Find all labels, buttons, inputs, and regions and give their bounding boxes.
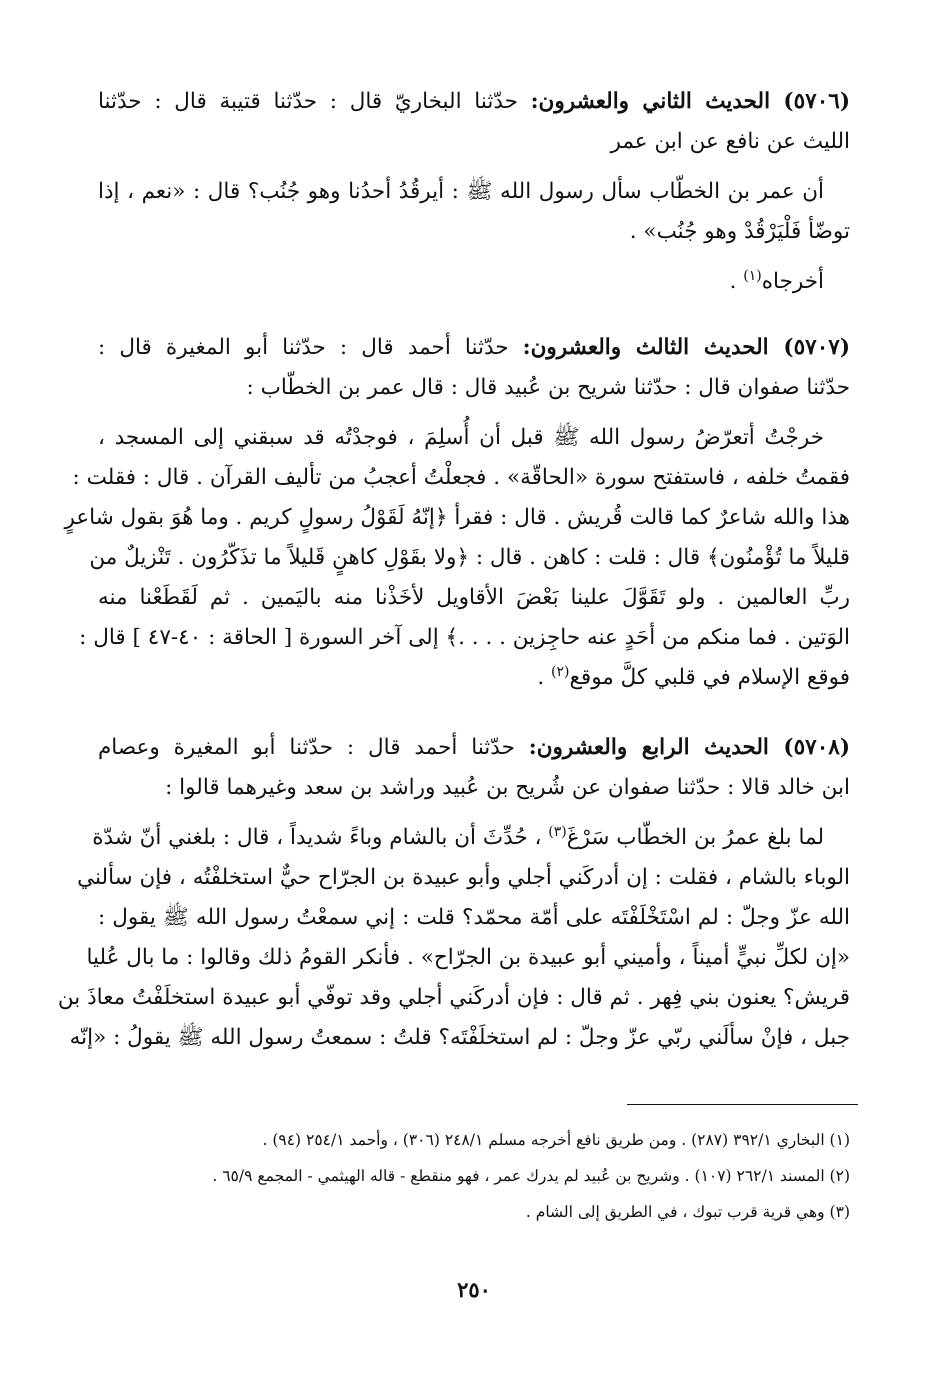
hadith-24-text-2: الوباء بالشام ، فقلت : إن أدركَني أجلي وأبو عبيدة بن الجرّاح حيٌّ استخلفْتُه ، فإن سألني bbox=[77, 865, 850, 890]
hadith-22-isnad-1: حدّثنا البخاريّ قال : حدّثنا قتيبة قال : حدّثنا bbox=[98, 89, 518, 114]
hadith-23-line-1 bbox=[98, 328, 850, 368]
hadith-22-text-2: توضّأ فَلْيَرْقُدْ وهو جُنُب» . bbox=[629, 219, 850, 244]
hadith-24-line-1 bbox=[98, 728, 850, 768]
hadith-23-text-4: قليلاً ما تُؤْمنُون﴾ قال : قلت : كاهن . قال : ﴿ولا بقَوْلِ كاهنٍ قَليلاً ما تذَكّرُون . تَنْزيلٌ من bbox=[89, 545, 850, 570]
hadith-22-heading: (٥٧٠٦) الحديث الثاني والعشرون: bbox=[530, 89, 850, 114]
hadith-23-text-6: الوَتين . فما منكم من أحَدٍ عنه حاجِزين . . . .﴾ إلى آخر السورة [ الحاقة : ٤٠-٤٧ ] قال : bbox=[79, 625, 850, 650]
page-number: ٢٥٠ bbox=[457, 1277, 491, 1302]
footnote-ref-3[interactable]: (٣) bbox=[548, 823, 567, 840]
hadith-23-isnad-1: حدّثنا أحمد قال : حدّثنا أبو المغيرة قال : bbox=[98, 335, 509, 360]
hadith-22-source: أخرجاه$^{(١)}$ . bbox=[729, 267, 824, 294]
footnote-ref-1[interactable]: (١) bbox=[743, 267, 762, 284]
hadith-24-text-1: لما بلغ عمرُ بن الخطّاب سَرْغَ$^{(٣)}$ ، حُدِّثَ أن بالشام وباءً شديداً ، قال : بلغني أنّ شدّة bbox=[92, 823, 824, 850]
hadith-23-text-7: فوقع الإسلام في قلبي كلَّ موقع$^{(٢)}$ . bbox=[537, 663, 850, 690]
hadith-24-text-6: جبل ، فإنْ سألَني ربّي عزّ وجلّ : لم استخلَفْتَه؟ قلتُ : سمعتُ رسول الله ﷺ يقولُ : «إنّه bbox=[69, 1025, 850, 1050]
hadith-24-isnad-1: حدّثنا أحمد قال : حدّثنا أبو المغيرة وعصام bbox=[98, 735, 515, 760]
hadith-23-text-1: خرجْتُ أتعرّضُ رسول الله ﷺ قبل أن أُسلِمَ ، فوجدْتُه قد سبقني إلى المسجد ، bbox=[98, 425, 824, 450]
hadith-24-heading: (٥٧٠٨) الحديث الرابع والعشرون: bbox=[528, 735, 850, 760]
hadith-24-text-3: الله عزّ وجلّ : لم اسْتَخْلَفْتَه على أمّة محمّد؟ قلت : إني سمعْتُ رسول الله ﷺ يقول : bbox=[98, 905, 850, 930]
hadith-23-heading: (٥٧٠٧) الحديث الثالث والعشرون: bbox=[522, 335, 850, 360]
footnote-2: (٢) المسند ٢٦٢/١ (١٠٧) . وشريح بن عُبيد لم يدرك عمر ، فهو منقطع - قاله الهيثمي - المجمع ٦٥/٩ . bbox=[212, 1167, 850, 1185]
hadith-22-isnad-2: الليث عن نافع عن ابن عمر bbox=[610, 129, 850, 154]
hadith-24-text-4: «إن لكلِّ نبيٍّ أميناً ، وأميني أبو عبيدة بن الجرّاح» . فأنكر القومُ ذلك وقالوا : ما بال عُليا bbox=[86, 945, 850, 970]
footnote-1: (١) البخاري ٣٩٢/١ (٢٨٧) . ومن طريق نافع أخرجه مسلم ٢٤٨/١ (٣٠٦) ، وأحمد ٢٥٤/١ (٩٤) . bbox=[262, 1131, 850, 1149]
footnote-ref-2[interactable]: (٢) bbox=[551, 663, 570, 680]
hadith-22-line-1 bbox=[98, 82, 850, 122]
hadith-24-isnad-2: ابن خالد قالا : حدّثنا صفوان عن شُريح بن عُبيد وراشد بن سعد وغيرهما قالوا : bbox=[165, 775, 850, 800]
akhraja-label: أخرجاه bbox=[761, 269, 824, 294]
hadith-23-text-3: هذا والله شاعرٌ كما قالت قُريش . قال : فقرأ ﴿إنّهُ لَقَوْلُ رسولٍ كريم . وما هُوَ بقول شاعرٍ bbox=[64, 505, 850, 530]
footnote-3: (٣) وهي قرية قرب تبوك ، في الطريق إلى الشام . bbox=[525, 1203, 850, 1221]
hadith-22-text-1: أن عمر بن الخطّاب سأل رسول الله ﷺ : أيرقُدُ أحدُنا وهو جُنُب؟ قال : «نعم ، إذا bbox=[98, 179, 824, 204]
hadith-23-text-2: فقمتُ خلفه ، فاستفتح سورة «الحاقّة» . فجعلْتُ أعجبُ من تأليف القرآن . قال : فقلت : bbox=[72, 465, 850, 490]
hadith-23-isnad-2: حدّثنا صفوان قال : حدّثنا شريح بن عُبيد قال : قال عمر بن الخطّاب : bbox=[246, 375, 850, 400]
hadith-23-text-5: ربِّ العالمين . ولو تَقَوَّلَ علينا بَعْضَ الأقاويل لأخَذْنا منه باليَمين . ثم لَقَطَعْنا منه bbox=[98, 585, 850, 610]
footnote-separator bbox=[627, 1104, 858, 1105]
hadith-24-text-5: قريش؟ يعنون بني فِهر . ثم قال : فإن أدركَني أجلي وقد توفّي أبو عبيدة استخلَفْتُ معاذَ بن bbox=[57, 985, 850, 1010]
